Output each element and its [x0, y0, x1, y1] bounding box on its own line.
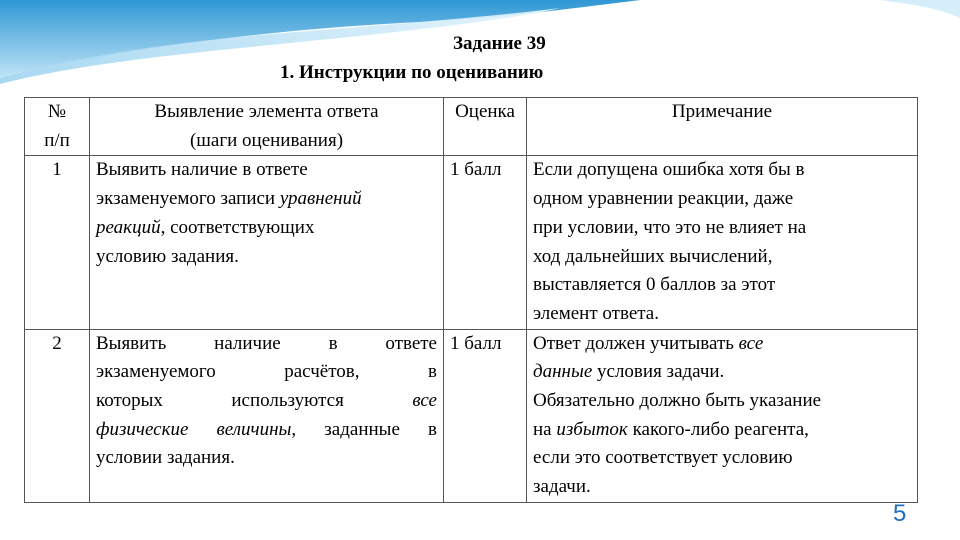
slide-title: Задание 39 — [453, 33, 546, 54]
grading-table — [24, 97, 918, 503]
row-note: Ответ должен учитывать все данные условия задачи. Обязательно должно быть указание на избыток какого-либо реагента, если это соответствует условию задачи. — [527, 329, 918, 502]
slide-subtitle: 1. Инструкции по оцениванию — [280, 62, 544, 83]
table-row — [25, 329, 918, 502]
table-header-row — [25, 98, 918, 156]
row-grade: 1 балл — [444, 329, 527, 502]
column-header-note: Примечание — [527, 98, 918, 156]
column-header-step: Выявление элемента ответа (шаги оценивания) — [90, 98, 444, 156]
row-note: Если допущена ошибка хотя бы в одном уравнении реакции, даже при условии, что это не влияет на ход дальнейших вычислений, выставляется 0 баллов за этот элемент ответа. — [527, 156, 918, 329]
row-number: 2 — [25, 329, 90, 502]
slide-number: 5 — [893, 500, 907, 527]
column-header-grade: Оценка — [444, 98, 527, 156]
table-row — [25, 156, 918, 329]
row-step: Выявить наличие в ответе экзаменуемого записи уравнений реакций, соответствующих условию задания. — [90, 156, 444, 329]
row-grade: 1 балл — [444, 156, 527, 329]
row-step: Выявить наличие в ответе экзаменуемого расчётов, в которых используются все физические величины, заданные в условии задания. — [90, 329, 444, 502]
column-header-number: № п/п — [25, 98, 90, 156]
row-number: 1 — [25, 156, 90, 329]
